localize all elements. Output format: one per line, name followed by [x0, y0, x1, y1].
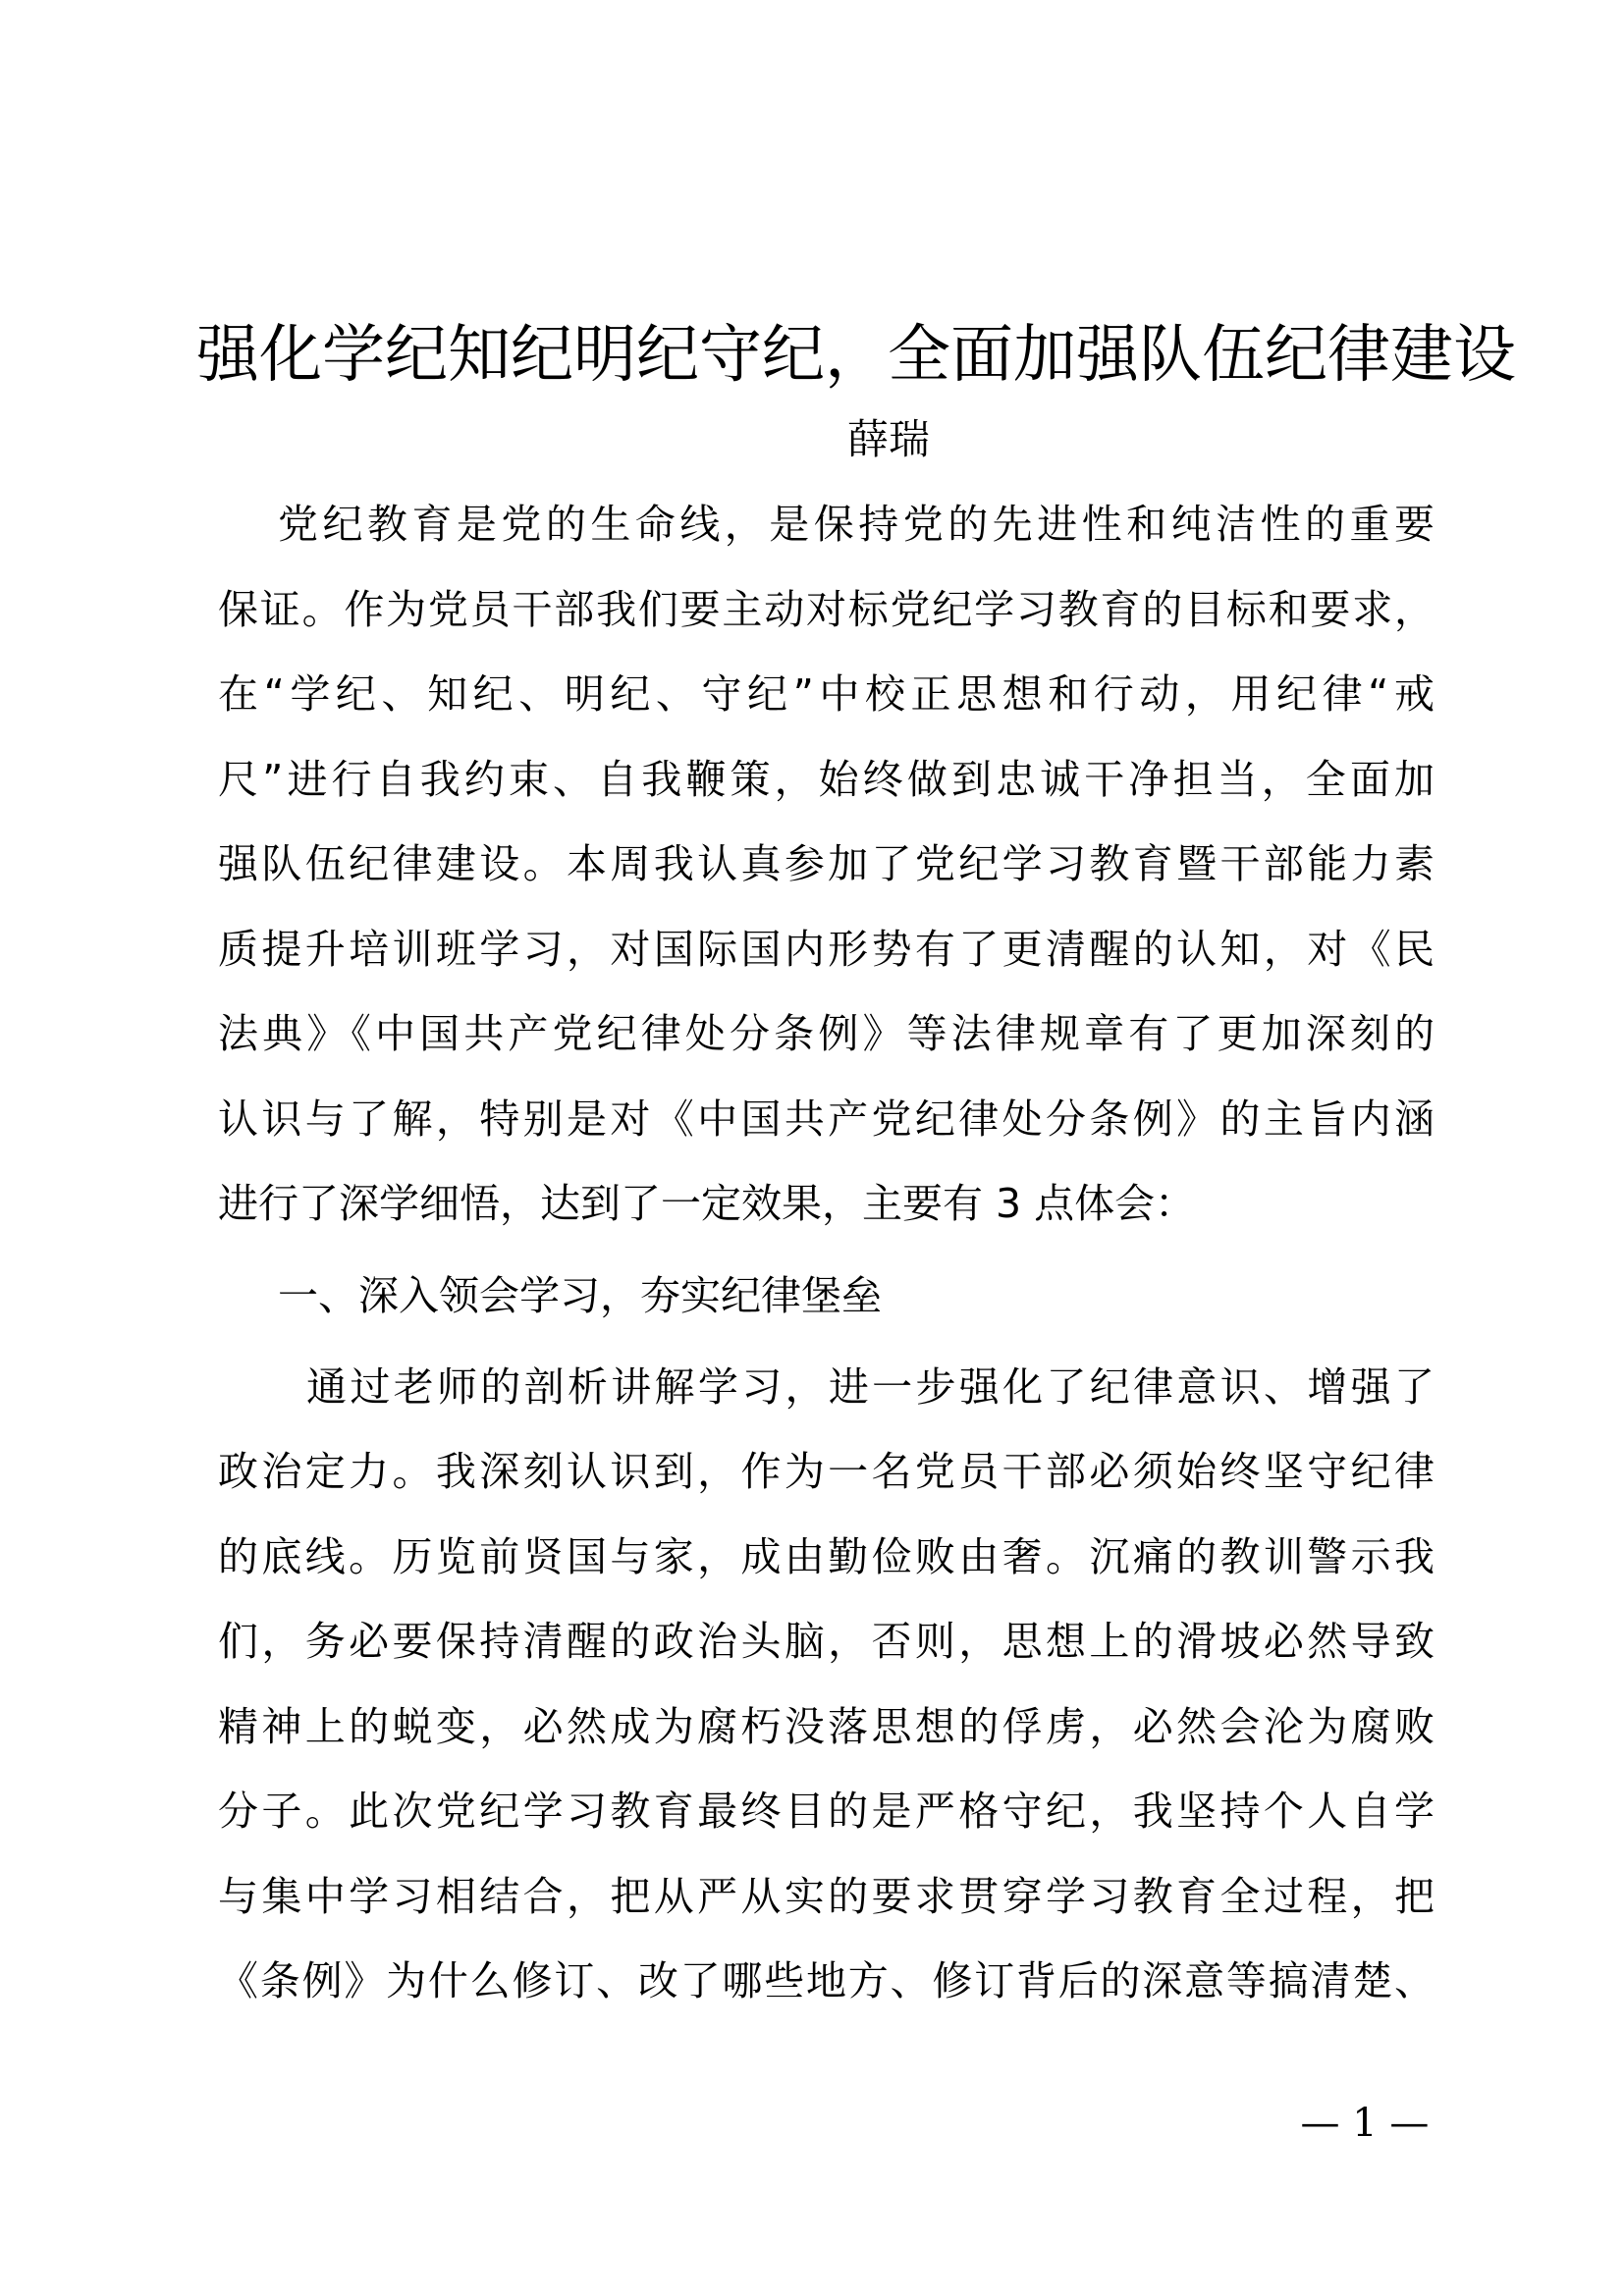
- page-number: — 1 —: [1300, 2101, 1430, 2146]
- document-title: 强化学纪知纪明纪守纪，全面加强队伍纪律建设: [196, 319, 1516, 392]
- text-line: 保证。作为党员干部我们要主动对标党纪学习教育的目标和要求，: [218, 586, 1435, 633]
- author-name: 薛瑞: [846, 415, 930, 463]
- text-line: 们，务必要保持清醒的政治头脑，否则，思想上的滑坡必然导致: [218, 1618, 1435, 1665]
- text-line: 精神上的蜕变，必然成为腐朽没落思想的俘虏，必然会沦为腐败: [218, 1703, 1435, 1750]
- text-line: 与集中学习相结合，把从严从实的要求贯穿学习教育全过程，把: [218, 1873, 1435, 1920]
- text-line: 政治定力。我深刻认识到，作为一名党员干部必须始终坚守纪律: [218, 1448, 1435, 1495]
- text-line: 分子。此次党纪学习教育最终目的是严格守纪，我坚持个人自学: [218, 1788, 1435, 1835]
- text-line: 认识与了解，特别是对《中国共产党纪律处分条例》的主旨内涵: [218, 1095, 1435, 1143]
- text-line: 的底线。历览前贤国与家，成由勤俭败由奢。沉痛的教训警示我: [218, 1533, 1435, 1580]
- section-heading: 一、深入领会学习，夯实纪律堡垒: [278, 1272, 882, 1319]
- text-line: 尺”进行自我约束、自我鞭策，始终做到忠诚干净担当，全面加: [218, 756, 1435, 803]
- text-line: 进行了深学细悟，达到了一定效果，主要有 3 点体会：: [218, 1180, 1196, 1227]
- text-line: 《条例》为什么修订、改了哪些地方、修订背后的深意等搞清楚、: [218, 1957, 1435, 2004]
- text-line: 党纪教育是党的生命线，是保持党的先进性和纯洁性的重要: [278, 501, 1435, 548]
- text-line: 强队伍纪律建设。本周我认真参加了党纪学习教育暨干部能力素: [218, 840, 1435, 887]
- text-line: 在“学纪、知纪、明纪、守纪”中校正思想和行动，用纪律“戒: [218, 670, 1435, 718]
- text-line: 法典》《中国共产党纪律处分条例》等法律规章有了更加深刻的: [218, 1010, 1435, 1057]
- text-line: 质提升培训班学习，对国际国内形势有了更清醒的认知，对《民: [218, 926, 1435, 973]
- text-line: 通过老师的剖析讲解学习，进一步强化了纪律意识、增强了: [306, 1363, 1435, 1411]
